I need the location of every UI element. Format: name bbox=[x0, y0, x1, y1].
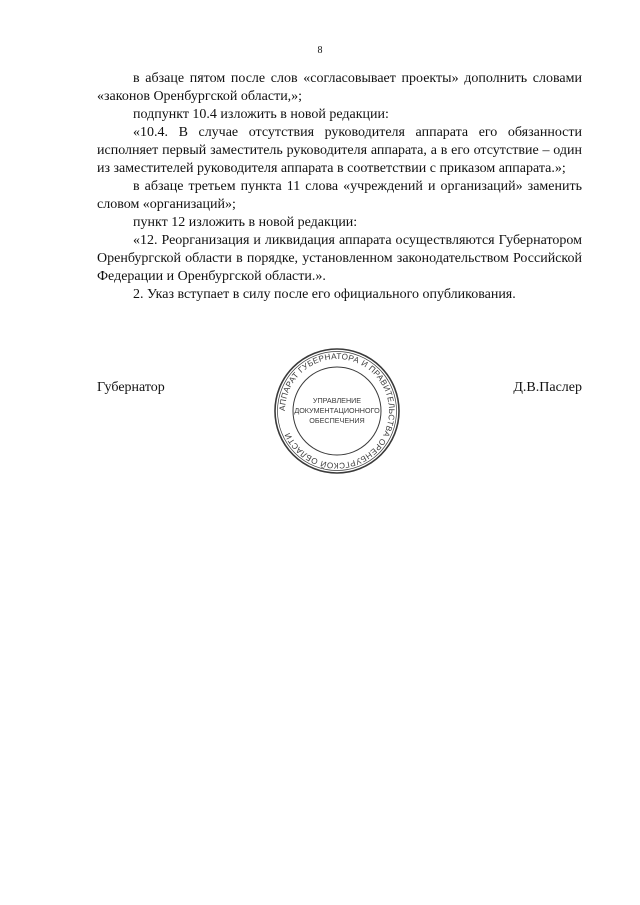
page-number: 8 bbox=[317, 45, 323, 56]
signature-name: Д.В.Паслер bbox=[513, 380, 582, 395]
paragraph: пункт 12 изложить в новой редакции: bbox=[133, 215, 358, 230]
stamp-ring-textpath: АППАРАТ ГУБЕРНАТОРА И ПРАВИТЕЛЬСТВА ОРЕНБУРГСКОЙ ОБЛАСТИ bbox=[277, 351, 397, 471]
paragraph: 2. Указ вступает в силу после его официального опубликования. bbox=[133, 287, 516, 302]
paragraph: подпункт 10.4 изложить в новой редакции: bbox=[133, 107, 389, 122]
signature-role: Губернатор bbox=[97, 380, 165, 395]
stamp-center-line: ОБЕСПЕЧЕНИЯ bbox=[309, 416, 365, 425]
stamp-center-line: ДОКУМЕНТАЦИОННОГО bbox=[294, 406, 380, 415]
paragraph: в абзаце третьем пункта 11 слова «учреждений и организаций» заменить словом «организаций»; bbox=[97, 179, 582, 212]
paragraph: «12. Реорганизация и ликвидация аппарата осуществляются Губернатором Оренбургской области в порядке, установленном законодательством Российской Федерации и Оренбургской области.». bbox=[97, 233, 582, 284]
paragraph: «10.4. В случае отсутствия руководителя аппарата его обязанности исполняет первый заместитель руководителя аппарата, а в его отсутствие – один из заместителей руководителя аппарата в соответствии с приказом аппарата.»; bbox=[97, 125, 582, 176]
document-body bbox=[97, 70, 582, 304]
stamp-center-line: УПРАВЛЕНИЕ bbox=[312, 396, 362, 405]
official-stamp bbox=[272, 346, 402, 476]
paragraph: в абзаце пятом после слов «согласовывает проекты» дополнить словами «законов Оренбургской области,»; bbox=[97, 71, 582, 104]
